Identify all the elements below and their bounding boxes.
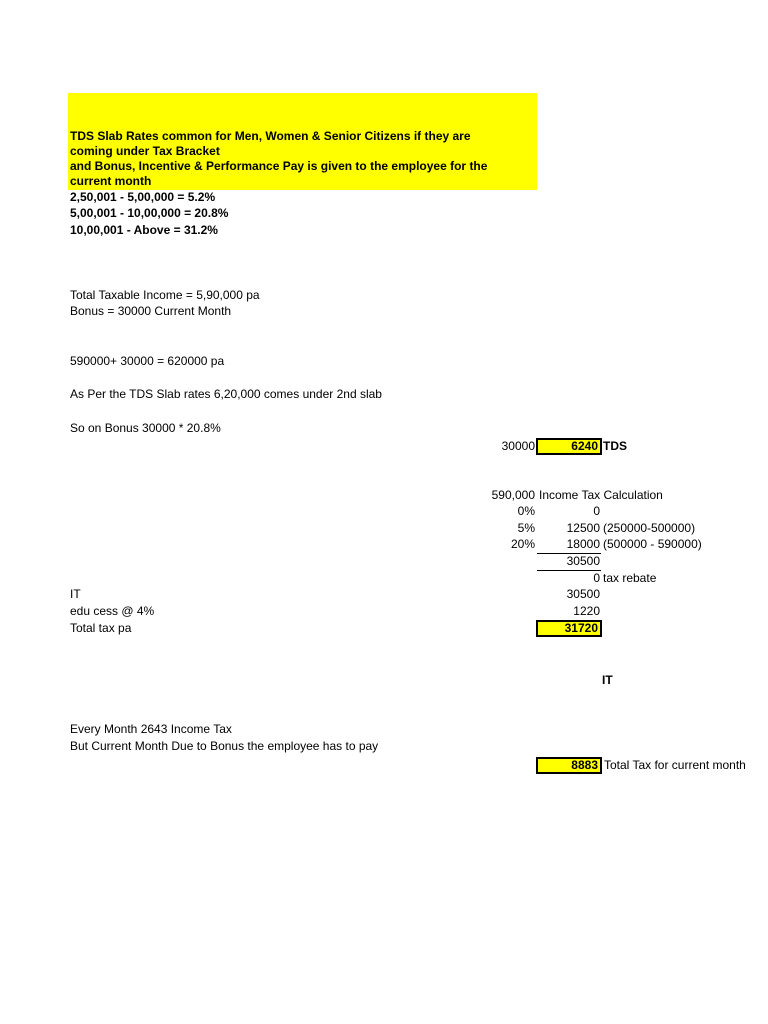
calc-rate: 0% xyxy=(517,504,535,518)
header-line: coming under Tax Bracket xyxy=(70,144,220,158)
cess-label: edu cess @ 4% xyxy=(70,604,155,618)
total-label: Total tax pa xyxy=(70,621,132,635)
it-label: IT xyxy=(70,587,81,601)
calc-title: Income Tax Calculation xyxy=(539,488,663,502)
calc-note: (500000 - 590000) xyxy=(603,537,702,551)
tds-base: 30000 xyxy=(501,439,535,453)
calc-amount: 0 xyxy=(593,504,600,518)
calc-subtotal: 30500 xyxy=(566,554,600,568)
header-line: and Bonus, Incentive & Performance Pay is given to the employee for the xyxy=(70,159,488,173)
header-text xyxy=(70,129,487,189)
calc-note: (250000-500000) xyxy=(603,521,696,535)
tds-label: TDS xyxy=(603,439,627,453)
bonus-line: Bonus = 30000 Current Month xyxy=(70,304,232,318)
calc-amount: 18000 xyxy=(566,537,600,551)
monthly-label: Total Tax for current month xyxy=(604,758,746,772)
total-value-cell: 31720 xyxy=(536,620,602,637)
slab-1: 2,50,001 - 5,00,000 = 5.2% xyxy=(70,190,216,204)
rebate-amount: 0 xyxy=(593,571,600,585)
header-line: TDS Slab Rates common for Men, Women & Senior Citizens if they are xyxy=(70,129,471,143)
it-heading: IT xyxy=(602,673,613,687)
slab-2: 5,00,001 - 10,00,000 = 20.8% xyxy=(70,206,229,220)
monthly-line-2: But Current Month Due to Bonus the employee has to pay xyxy=(70,739,379,753)
slab-note: As Per the TDS Slab rates 6,20,000 comes under 2nd slab xyxy=(70,387,382,401)
slab-3: 10,00,001 - Above = 31.2% xyxy=(70,223,218,237)
cess-value: 1220 xyxy=(573,604,600,618)
tds-amount-cell: 6240 xyxy=(536,438,602,455)
header-line: current month xyxy=(70,174,152,188)
bonus-note: So on Bonus 30000 * 20.8% xyxy=(70,421,221,435)
calc-rate: 20% xyxy=(510,537,535,551)
monthly-line-1: Every Month 2643 Income Tax xyxy=(70,722,232,736)
taxable-income: Total Taxable Income = 5,90,000 pa xyxy=(70,288,260,302)
sum-line: 590000+ 30000 = 620000 pa xyxy=(70,354,225,368)
it-value: 30500 xyxy=(566,587,600,601)
rebate-label: tax rebate xyxy=(603,571,657,585)
monthly-amount-cell: 8883 xyxy=(536,757,602,774)
calc-rate: 5% xyxy=(517,521,535,535)
calc-amount: 12500 xyxy=(566,521,600,535)
calc-income: 590,000 xyxy=(491,488,535,502)
